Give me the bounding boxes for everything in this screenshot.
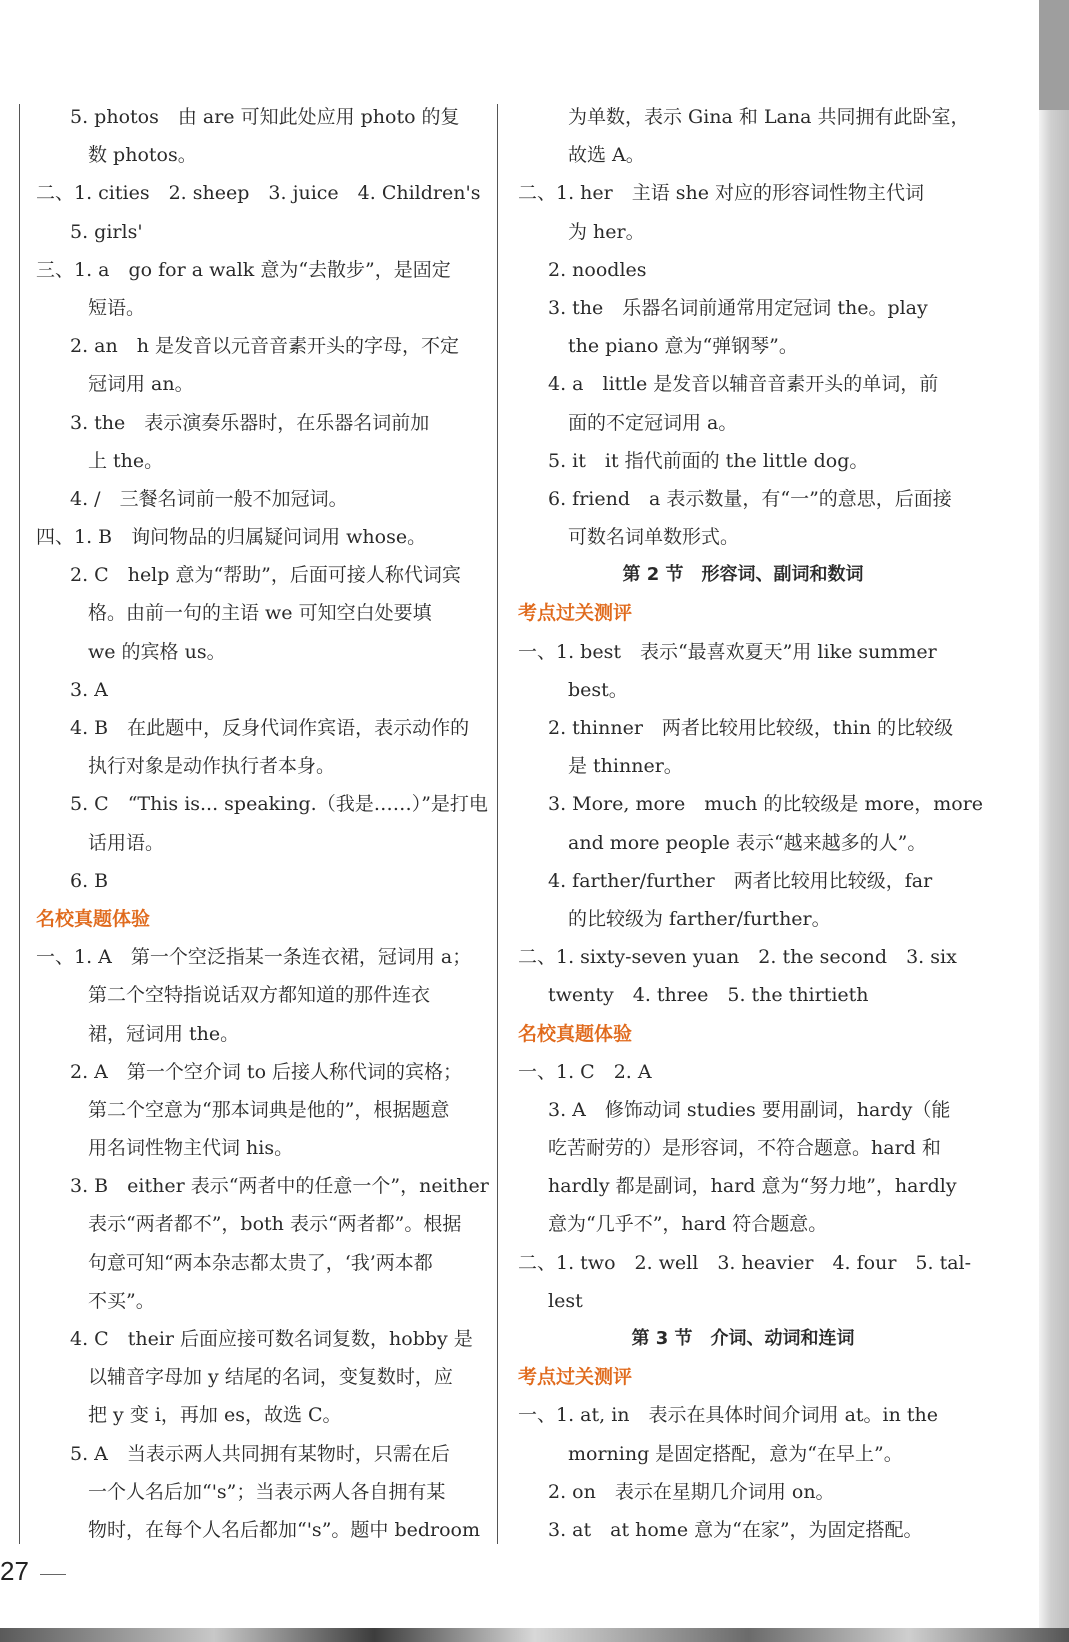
answer-line: and more people 表示“越来越多的人”。 bbox=[568, 831, 927, 854]
answer-line: 5. girls' bbox=[70, 220, 143, 243]
answer-line: morning 是固定搭配，意为“在早上”。 bbox=[568, 1442, 903, 1465]
answer-line: 二、1. cities 2. sheep 3. juice 4. Children's bbox=[36, 182, 481, 205]
answer-line: 3. the 表示演奏乐器时，在乐器名词前加 bbox=[70, 411, 430, 434]
answer-line: 3. B either 表示“两者中的任意一个”，neither bbox=[70, 1175, 489, 1198]
page-number: 27 bbox=[0, 1556, 29, 1586]
answer-line: 6. friend a 表示数量，有“一”的意思，后面接 bbox=[548, 487, 952, 510]
column-divider bbox=[497, 104, 498, 1544]
answer-line: 把 y 变 i，再加 es，故选 C。 bbox=[88, 1404, 342, 1427]
answer-line: 短语。 bbox=[88, 296, 146, 319]
right-column bbox=[518, 98, 984, 1549]
answer-line: 以辅音字母加 y 结尾的名词，变复数时，应 bbox=[88, 1366, 453, 1389]
section-heading: 考点过关测评 bbox=[518, 602, 633, 625]
answer-line: 不买”。 bbox=[88, 1289, 155, 1312]
answer-line: 一、1. C 2. A bbox=[518, 1060, 652, 1083]
answer-line: 裙，冠词用 the。 bbox=[88, 1022, 240, 1045]
answer-line: 3. More, more much 的比较级是 more，more bbox=[548, 793, 984, 816]
scan-edge-shadow bbox=[1039, 0, 1069, 110]
answer-line: 的比较级为 farther/further。 bbox=[568, 907, 831, 930]
answer-line: 一、1. at, in 表示在具体时间介词用 at。in the bbox=[518, 1404, 938, 1427]
scan-bottom-strip bbox=[0, 1628, 1069, 1642]
answer-line: 第二个空特指说话双方都知道的那件连衣 bbox=[88, 984, 431, 1007]
scan-edge bbox=[1039, 0, 1069, 1642]
answer-line: 2. noodles bbox=[548, 258, 647, 281]
answer-line: 3. A 修饰动词 studies 要用副词，hardy（能 bbox=[548, 1098, 951, 1121]
page-number-dash bbox=[40, 1574, 66, 1575]
answer-line: 三、1. a go for a walk 意为“去散步”，是固定 bbox=[36, 258, 451, 281]
answer-line: 故选 A。 bbox=[568, 144, 645, 167]
left-margin-rule bbox=[19, 104, 20, 1544]
answer-line: 二、1. sixty-seven yuan 2. the second 3. six bbox=[518, 946, 957, 969]
answer-line: 意为“几乎不”，hard 符合题意。 bbox=[548, 1213, 828, 1236]
answer-line: 2. C help 意为“帮助”，后面可接人称代词宾 bbox=[70, 564, 461, 587]
section-heading: 名校真题体验 bbox=[36, 907, 151, 930]
answer-line: 用名词性物主代词 his。 bbox=[88, 1137, 294, 1160]
answer-line: 4. a little 是发音以辅音音素开头的单词，前 bbox=[548, 373, 939, 396]
answer-line: 话用语。 bbox=[88, 831, 165, 854]
answer-line: 3. A bbox=[70, 678, 108, 701]
answer-line: 5. it it 指代前面的 the little dog。 bbox=[548, 449, 869, 472]
answer-line: 二、1. her 主语 she 对应的形容词性物主代词 bbox=[518, 182, 925, 205]
answer-line: 3. the 乐器名词前通常用定冠词 the。play bbox=[548, 296, 928, 319]
answer-line: best。 bbox=[568, 678, 628, 701]
answer-line: 物时，在每个人名后都加“'s”。题中 bedroom bbox=[88, 1518, 480, 1541]
answer-line: 6. B bbox=[70, 869, 109, 892]
chapter-title: 第 2 节 形容词、副词和数词 bbox=[622, 564, 864, 586]
answer-line: 2. on 表示在星期几介词用 on。 bbox=[548, 1480, 835, 1503]
answer-line: 四、1. B 询问物品的归属疑问词用 whose。 bbox=[36, 526, 427, 549]
answer-line: 上 the。 bbox=[88, 449, 164, 472]
answer-line: lest bbox=[548, 1289, 583, 1312]
answer-line: 句意可知“两本杂志都太贵了，‘我’两本都 bbox=[88, 1251, 433, 1274]
answer-line: 执行对象是动作执行者本身。 bbox=[88, 755, 336, 778]
answer-line: 格。由前一句的主语 we 可知空白处要填 bbox=[88, 602, 432, 625]
answer-line: 5. A 当表示两人共同拥有某物时，只需在后 bbox=[70, 1442, 450, 1465]
answer-line: 为单数，表示 Gina 和 Lana 共同拥有此卧室， bbox=[568, 106, 970, 128]
answer-line: 2. an h 是发音以元音音素开头的字母，不定 bbox=[70, 335, 460, 358]
answer-line: 一个人名后加“'s”；当表示两人各自拥有某 bbox=[88, 1480, 446, 1503]
chapter-title: 第 3 节 介词、动词和连词 bbox=[631, 1328, 855, 1349]
answer-line: 5. C “This is... speaking.（我是……）”是打电 bbox=[70, 793, 488, 816]
answer-line: 2. thinner 两者比较用比较级，thin 的比较级 bbox=[548, 717, 954, 739]
answer-line: twenty 4. three 5. the thirtieth bbox=[548, 984, 869, 1007]
answer-line: 表示“两者都不”，both 表示“两者都”。根据 bbox=[88, 1213, 462, 1236]
answer-line: 是 thinner。 bbox=[568, 755, 683, 778]
answer-line: 可数名词单数形式。 bbox=[568, 526, 740, 549]
answer-line: 吃苦耐劳的）是形容词，不符合题意。hard 和 bbox=[548, 1137, 941, 1160]
answer-line: we 的宾格 us。 bbox=[88, 640, 226, 663]
answer-line: 二、1. two 2. well 3. heavier 4. four 5. tal- bbox=[518, 1251, 972, 1274]
answer-line: 4. C their 后面应接可数名词复数，hobby 是 bbox=[70, 1328, 473, 1350]
section-heading: 名校真题体验 bbox=[518, 1022, 633, 1045]
answer-line: hardly 都是副词，hard 意为“努力地”，hardly bbox=[548, 1175, 957, 1198]
answer-line: 4. B 在此题中，反身代词作宾语，表示动作的 bbox=[70, 717, 470, 739]
answer-line: 一、1. best 表示“最喜欢夏天”用 like summer bbox=[518, 640, 937, 663]
answer-line: the piano 意为“弹钢琴”。 bbox=[568, 335, 798, 358]
answer-line: 2. A 第一个空介词 to 后接人称代词的宾格； bbox=[70, 1060, 463, 1083]
answer-line: 5. photos 由 are 可知此处应用 photo 的复 bbox=[70, 106, 460, 128]
answer-line: 3. at at home 意为“在家”，为固定搭配。 bbox=[548, 1518, 923, 1541]
answer-line: 为 her。 bbox=[568, 220, 645, 243]
answer-line: 一、1. A 第一个空泛指某一条连衣裙，冠词用 a； bbox=[36, 946, 472, 969]
answer-line: 4. / 三餐名词前一般不加冠词。 bbox=[70, 487, 348, 510]
left-column bbox=[36, 98, 488, 1549]
answer-line: 第二个空意为“那本词典是他的”，根据题意 bbox=[88, 1098, 450, 1121]
answer-line: 面的不定冠词用 a。 bbox=[568, 411, 738, 434]
answer-line: 4. farther/further 两者比较用比较级，far bbox=[548, 869, 933, 892]
section-heading: 考点过关测评 bbox=[518, 1366, 633, 1389]
answer-line: 冠词用 an。 bbox=[88, 373, 194, 396]
answer-line: 数 photos。 bbox=[88, 144, 197, 167]
